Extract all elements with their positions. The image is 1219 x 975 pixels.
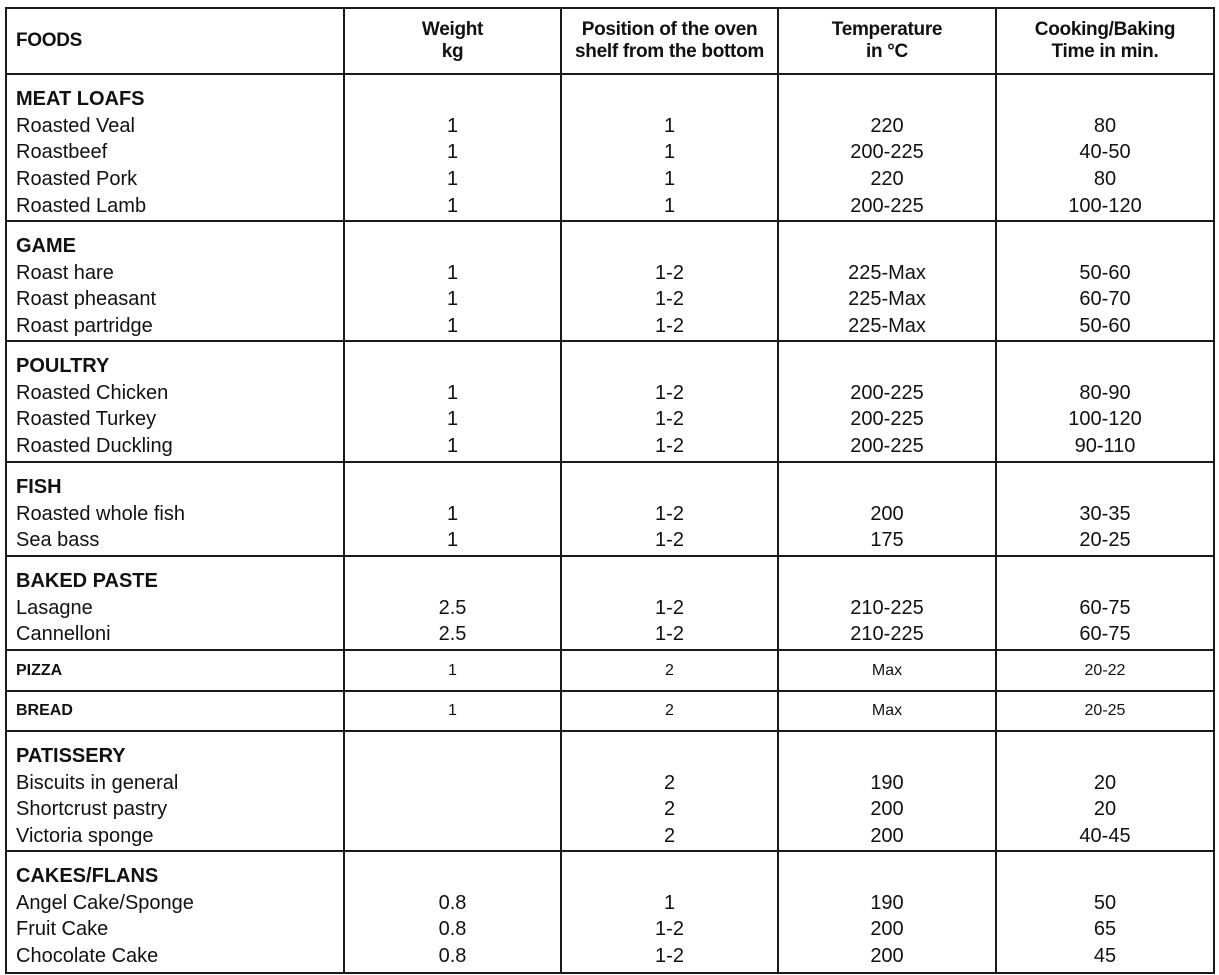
- weight-cell: [344, 462, 561, 556]
- food-name: Roasted Chicken: [16, 381, 169, 404]
- time-cell: [996, 556, 1214, 650]
- shelf-value: 1: [663, 114, 676, 137]
- table-body: [6, 74, 1214, 973]
- food-cell: [6, 221, 344, 341]
- section-heading: PIZZA: [16, 661, 63, 679]
- section-heading: BREAD: [16, 702, 73, 719]
- weight-value: 0.8: [438, 918, 467, 941]
- time-value: 80: [1093, 114, 1117, 137]
- temp-value: 220: [870, 114, 904, 137]
- food-name: Roastbeef: [16, 141, 108, 164]
- shelf-value: 1-2: [655, 918, 684, 941]
- section-row: [6, 556, 1214, 650]
- shelf-value: 2: [663, 798, 676, 821]
- time-value: 60-75: [1079, 623, 1131, 646]
- heading-spacer: [562, 568, 777, 595]
- heading-spacer: [997, 863, 1213, 890]
- time-value: 20-22: [1084, 661, 1126, 679]
- temp-value: 200: [870, 502, 904, 525]
- temp-cell: [778, 341, 996, 462]
- time-value: 20: [1093, 771, 1117, 794]
- weight-value: [345, 770, 560, 797]
- temp-value: 210-225: [850, 623, 924, 646]
- shelf-cell: [561, 691, 778, 731]
- temp-value: 200-225: [850, 435, 924, 458]
- food-cell: [6, 341, 344, 462]
- time-value: 20-25: [1084, 702, 1126, 719]
- food-name: Biscuits in general: [16, 771, 179, 794]
- weight-cell: [344, 341, 561, 462]
- time-cell: [996, 462, 1214, 556]
- heading-spacer: [779, 568, 995, 595]
- heading-spacer: [997, 353, 1213, 380]
- weight-cell: [344, 691, 561, 731]
- heading-spacer: [562, 86, 777, 113]
- shelf-value: 2: [663, 825, 676, 848]
- food-cell: [6, 650, 344, 691]
- header-weight: Weight kg: [344, 8, 561, 74]
- weight-value: 1: [446, 502, 459, 525]
- heading-spacer: [997, 86, 1213, 113]
- weight-value: 1: [446, 408, 459, 431]
- time-value: 50-60: [1079, 315, 1131, 338]
- shelf-value: 2: [663, 771, 676, 794]
- heading-spacer: [562, 353, 777, 380]
- food-name: Lasagne: [16, 596, 93, 619]
- time-value: 50-60: [1079, 261, 1131, 284]
- temp-cell: [778, 650, 996, 691]
- temp-cell: [778, 462, 996, 556]
- temp-value: 190: [870, 891, 904, 914]
- temp-cell: [778, 221, 996, 341]
- section-row: [6, 650, 1214, 691]
- food-cell: [6, 691, 344, 731]
- section-row: [6, 341, 1214, 462]
- section-heading: PATISSERY: [16, 745, 126, 767]
- weight-value: 1: [446, 435, 459, 458]
- weight-cell: [344, 556, 561, 650]
- time-value: 100-120: [1068, 194, 1142, 217]
- heading-spacer: [562, 474, 777, 501]
- temp-value: 200: [870, 918, 904, 941]
- temp-value: 200-225: [850, 194, 924, 217]
- temp-cell: [778, 691, 996, 731]
- temp-value: Max: [871, 702, 903, 719]
- time-cell: [996, 731, 1214, 851]
- weight-value: 1: [446, 529, 459, 552]
- food-name: Roasted Veal: [16, 114, 135, 137]
- heading-spacer: [997, 474, 1213, 501]
- heading-spacer: [779, 863, 995, 890]
- temp-value: 225-Max: [848, 288, 926, 311]
- shelf-value: 2: [665, 702, 674, 719]
- food-name: Roasted whole fish: [16, 502, 185, 525]
- weight-value: 1: [446, 168, 459, 191]
- weight-value: [345, 823, 560, 850]
- weight-value: 1: [446, 141, 459, 164]
- temp-cell: [778, 556, 996, 650]
- time-cell: [996, 650, 1214, 691]
- shelf-value: 1-2: [655, 315, 684, 338]
- time-value: 40-50: [1079, 141, 1131, 164]
- heading-spacer: [779, 353, 995, 380]
- food-name: Shortcrust pastry: [16, 798, 168, 821]
- time-value: 40-45: [1079, 825, 1131, 848]
- food-cell: [6, 556, 344, 650]
- time-value: 45: [1093, 945, 1117, 968]
- time-value: 20-25: [1079, 529, 1131, 552]
- heading-spacer: [779, 474, 995, 501]
- food-name: Cannelloni: [16, 623, 111, 646]
- shelf-value: 1-2: [655, 502, 684, 525]
- heading-spacer: [997, 743, 1213, 770]
- food-cell: [6, 731, 344, 851]
- shelf-value: 1: [663, 168, 676, 191]
- time-value: 80: [1093, 168, 1117, 191]
- temp-value: 200-225: [850, 408, 924, 431]
- weight-value: 1: [446, 381, 459, 404]
- weight-cell: [344, 221, 561, 341]
- shelf-value: 1-2: [655, 408, 684, 431]
- heading-spacer: [345, 233, 560, 260]
- weight-value: 1: [446, 194, 459, 217]
- section-heading: CAKES/FLANS: [16, 865, 159, 887]
- time-value: 65: [1093, 918, 1117, 941]
- temp-value: 225-Max: [848, 315, 926, 338]
- temp-value: 175: [870, 529, 904, 552]
- time-cell: [996, 74, 1214, 221]
- shelf-cell: [561, 462, 778, 556]
- heading-spacer: [345, 86, 560, 113]
- heading-spacer: [779, 86, 995, 113]
- weight-cell: [344, 731, 561, 851]
- time-value: 90-110: [1074, 435, 1136, 458]
- cooking-table: [5, 7, 1215, 974]
- shelf-value: 1: [663, 891, 676, 914]
- time-value: 60-70: [1079, 288, 1131, 311]
- shelf-value: 2: [665, 661, 674, 679]
- weight-value: 0.8: [438, 891, 467, 914]
- heading-spacer: [562, 233, 777, 260]
- section-heading: POULTRY: [16, 355, 110, 377]
- time-value: 60-75: [1079, 596, 1131, 619]
- weight-cell: [344, 650, 561, 691]
- weight-value: [345, 796, 560, 823]
- section-row: [6, 221, 1214, 341]
- shelf-cell: [561, 650, 778, 691]
- shelf-cell: [561, 74, 778, 221]
- food-name: Victoria sponge: [16, 825, 154, 848]
- heading-spacer: [562, 743, 777, 770]
- shelf-value: 1: [663, 141, 676, 164]
- food-name: Roast partridge: [16, 315, 153, 338]
- food-name: Chocolate Cake: [16, 945, 159, 968]
- shelf-cell: [561, 556, 778, 650]
- time-cell: [996, 221, 1214, 341]
- heading-spacer: [345, 568, 560, 595]
- weight-cell: [344, 851, 561, 973]
- heading-spacer: [997, 233, 1213, 260]
- heading-spacer: [345, 353, 560, 380]
- section-row: [6, 851, 1214, 973]
- temp-value: 225-Max: [848, 261, 926, 284]
- weight-value: 1: [446, 288, 459, 311]
- temp-value: 200: [870, 798, 904, 821]
- time-cell: [996, 691, 1214, 731]
- shelf-value: 1-2: [655, 261, 684, 284]
- section-row: [6, 731, 1214, 851]
- weight-value: 2.5: [438, 623, 467, 646]
- food-name: Roast pheasant: [16, 288, 157, 311]
- weight-value: 2.5: [438, 596, 467, 619]
- temp-value: 190: [870, 771, 904, 794]
- heading-spacer: [345, 743, 560, 770]
- section-heading: BAKED PASTE: [16, 570, 158, 592]
- heading-spacer: [779, 743, 995, 770]
- header-shelf-position: Position of the oven shelf from the bottom: [561, 8, 778, 74]
- temp-cell: [778, 851, 996, 973]
- food-name: Roasted Turkey: [16, 408, 157, 431]
- temp-value: Max: [871, 661, 903, 679]
- temp-value: 200: [870, 945, 904, 968]
- time-value: 50: [1093, 891, 1117, 914]
- shelf-value: 1: [663, 194, 676, 217]
- heading-spacer: [997, 568, 1213, 595]
- shelf-value: 1-2: [655, 529, 684, 552]
- temp-value: 200-225: [850, 141, 924, 164]
- heading-spacer: [779, 233, 995, 260]
- time-cell: [996, 341, 1214, 462]
- section-row: [6, 74, 1214, 221]
- food-name: Roasted Duckling: [16, 435, 173, 458]
- shelf-value: 1-2: [655, 596, 684, 619]
- section-row: [6, 691, 1214, 731]
- header-temperature: Temperature in °C: [778, 8, 996, 74]
- heading-spacer: [562, 863, 777, 890]
- food-name: Roasted Pork: [16, 168, 138, 191]
- food-cell: [6, 462, 344, 556]
- temp-cell: [778, 74, 996, 221]
- weight-value: 1: [446, 261, 459, 284]
- shelf-value: 1-2: [655, 381, 684, 404]
- temp-value: 200-225: [850, 381, 924, 404]
- heading-spacer: [345, 863, 560, 890]
- weight-value: 1: [448, 661, 457, 679]
- food-name: Roast hare: [16, 261, 114, 284]
- shelf-cell: [561, 731, 778, 851]
- shelf-cell: [561, 221, 778, 341]
- shelf-value: 1-2: [655, 435, 684, 458]
- time-cell: [996, 851, 1214, 973]
- section-row: [6, 462, 1214, 556]
- temp-value: 220: [870, 168, 904, 191]
- section-heading: GAME: [16, 235, 76, 257]
- time-value: 80-90: [1079, 381, 1131, 404]
- header-foods: FOODS: [6, 8, 344, 74]
- weight-value: 1: [446, 315, 459, 338]
- header-row: [6, 8, 1214, 74]
- weight-value: 0.8: [438, 945, 467, 968]
- heading-spacer: [345, 474, 560, 501]
- temp-value: 210-225: [850, 596, 924, 619]
- shelf-value: 1-2: [655, 288, 684, 311]
- food-name: Roasted Lamb: [16, 194, 147, 217]
- temp-value: 200: [870, 825, 904, 848]
- shelf-cell: [561, 341, 778, 462]
- temp-cell: [778, 731, 996, 851]
- time-value: 20: [1093, 798, 1117, 821]
- food-name: Sea bass: [16, 529, 100, 552]
- food-name: Fruit Cake: [16, 918, 109, 941]
- food-cell: [6, 74, 344, 221]
- weight-value: 1: [446, 114, 459, 137]
- weight-value: 1: [448, 702, 457, 719]
- weight-cell: [344, 74, 561, 221]
- shelf-cell: [561, 851, 778, 973]
- shelf-value: 1-2: [655, 623, 684, 646]
- food-name: Angel Cake/Sponge: [16, 891, 194, 914]
- section-heading: FISH: [16, 476, 62, 498]
- shelf-value: 1-2: [655, 945, 684, 968]
- food-cell: [6, 851, 344, 973]
- time-value: 100-120: [1068, 408, 1142, 431]
- header-cooking-time: Cooking/Baking Time in min.: [996, 8, 1214, 74]
- time-value: 30-35: [1079, 502, 1131, 525]
- section-heading: MEAT LOAFS: [16, 88, 145, 110]
